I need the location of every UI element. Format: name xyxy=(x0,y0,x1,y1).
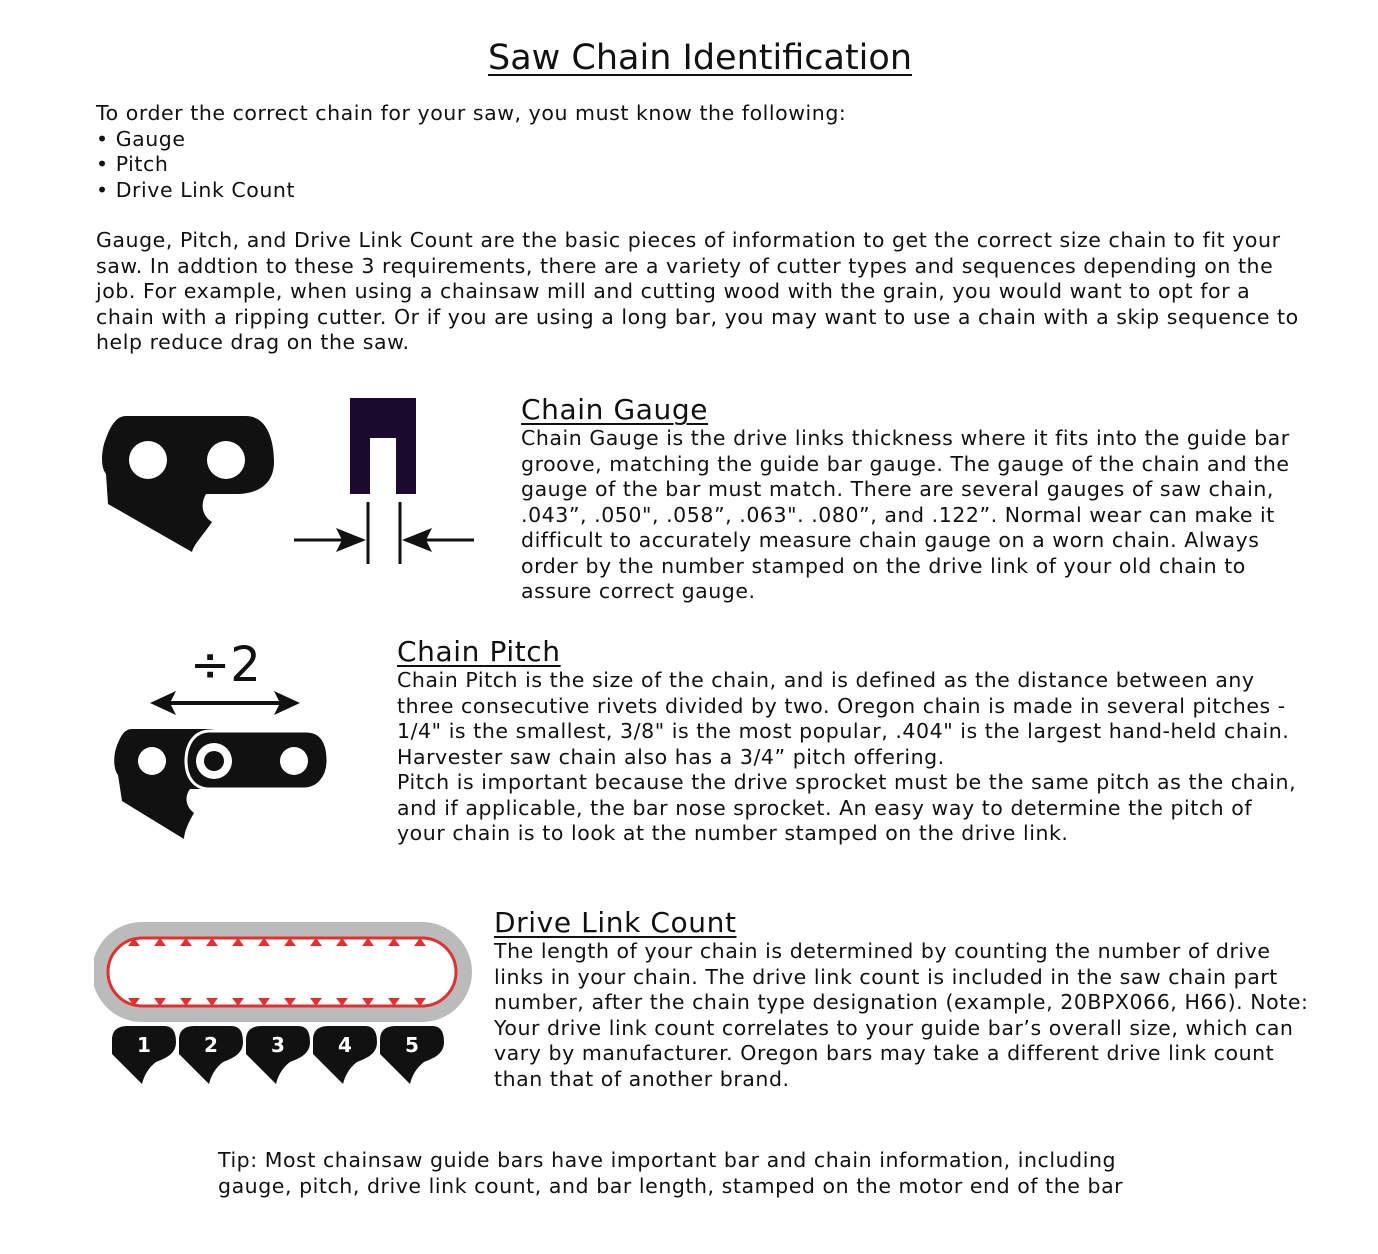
list-item: • Gauge xyxy=(96,127,846,153)
drive-link-count-heading: Drive Link Count xyxy=(494,906,737,939)
numbered-link xyxy=(179,1026,243,1084)
drive-link-count-text xyxy=(494,939,1314,1092)
pitch-divider-label: ÷2 xyxy=(190,637,261,693)
chain-teeth-icon xyxy=(128,938,426,1006)
numbered-link xyxy=(112,1026,176,1084)
link-number: 2 xyxy=(204,1033,218,1057)
list-item: • Drive Link Count xyxy=(96,178,846,204)
numbered-link xyxy=(380,1026,444,1084)
link-number: 1 xyxy=(137,1033,151,1057)
chain-pitch-importance: Pitch is important because the drive sprocket must be the same pitch as the chain, and if applicable, the bar nose sprocket. An easy way to determine the pitch of your chain is to look at the number stamped on the drive link. xyxy=(397,770,1297,845)
page-title: Saw Chain Identification xyxy=(488,38,912,78)
summary-paragraph: Gauge, Pitch, and Drive Link Count are the basic pieces of information to get the correct size chain to fit your saw. In addtion to these 3 requirements, there are a variety of cutter types and sequences depending on the job. For example, when using a chainsaw mill and cutting wood with the grain, you would want to opt for a chain with a ripping cutter. Or if you are using a long bar, you may want to use a chain with a skip sequence to help reduce drag on the saw. xyxy=(96,228,1299,354)
chain-pitch-description: Chain Pitch is the size of the chain, and is defined as the distance between any three consecutive rivets divided by two. Oregon chain is made in several pitches - 1/4" is the smallest, 3/8" is the most popular, .404" is the largest hand-held chain. Harvester saw chain also has a 3/4” pitch offering. xyxy=(397,668,1290,769)
chain-pitch-text xyxy=(397,668,1297,847)
requirements-list xyxy=(96,127,846,204)
double-arrow-icon xyxy=(150,691,300,715)
drive-link-count-description: The length of your chain is determined by counting the number of drive links in your chain. The drive link count is included in the saw chain part number, after the chain type designation (example, 20BPX066, H66). Note: Your drive link count correlates to your guide bar’s overall size, which can vary by manufacturer. Oregon bars may take a different drive link count than that of another brand. xyxy=(494,939,1309,1091)
chain-gauge-description: Chain Gauge is the drive links thickness where it fits into the guide bar groove, matching the guide bar gauge. The gauge of the chain and the gauge of the bar must match. There are several gauges of saw chain, .043”, .050", .058”, .063". .080”, and .122”. Normal wear can make it difficult to accurately measure chain gauge on a worn chain. Always order by the number stamped on the drive link of your old chain to assure correct gauge. xyxy=(521,426,1290,603)
chain-pitch-illustration xyxy=(110,685,340,845)
list-item: • Pitch xyxy=(96,152,846,178)
chain-gauge-text xyxy=(521,426,1311,605)
chain-pitch-heading: Chain Pitch xyxy=(397,635,561,668)
numbered-link xyxy=(246,1026,310,1084)
chain-gauge-illustration xyxy=(96,392,480,574)
chain-links-icon xyxy=(114,729,328,839)
chain-loop-icon xyxy=(100,930,464,1014)
link-number: 5 xyxy=(405,1033,419,1057)
numbered-links xyxy=(112,1026,444,1084)
numbered-link xyxy=(313,1026,377,1084)
drive-link-count-illustration xyxy=(94,918,474,1090)
chain-gauge-heading: Chain Gauge xyxy=(521,393,709,426)
intro-block xyxy=(96,101,846,203)
link-number: 3 xyxy=(271,1033,285,1057)
link-number: 4 xyxy=(338,1033,352,1057)
tip-text: Tip: Most chainsaw guide bars have important bar and chain information, including gauge, pitch, drive link count, and bar length, stamped on the motor end of the bar xyxy=(218,1148,1124,1198)
intro-lead: To order the correct chain for your saw, you must know the following: xyxy=(96,101,847,125)
drive-link-icon xyxy=(102,416,274,552)
gauge-arrows-icon xyxy=(294,528,474,552)
